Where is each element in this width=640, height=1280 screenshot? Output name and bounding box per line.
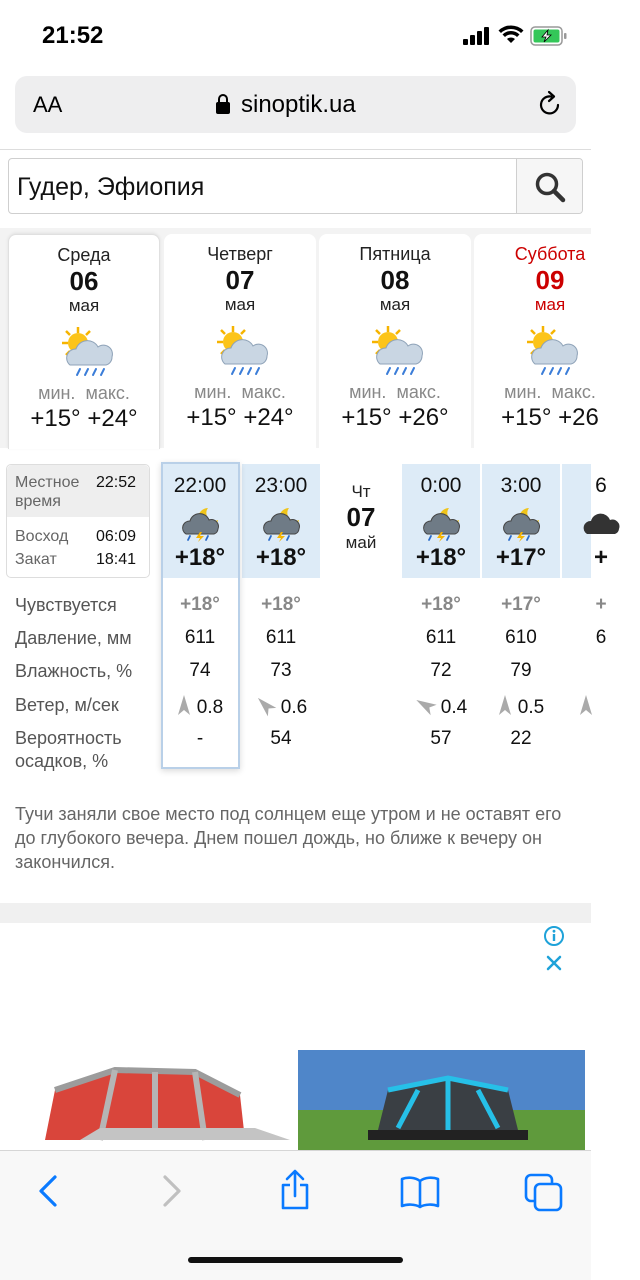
- day-tab-saturday[interactable]: [474, 234, 599, 449]
- wind-value: 0.4: [440, 697, 468, 718]
- hour-time: 22:00: [173, 474, 227, 497]
- lock-icon: [215, 93, 231, 115]
- hour-column[interactable]: [242, 464, 320, 578]
- minmax-temps: +15° +24°: [186, 404, 294, 431]
- day-month: мая: [224, 295, 256, 314]
- text-size-button[interactable]: AA: [33, 92, 63, 117]
- wind-cell: [242, 695, 320, 719]
- day-number: 07: [225, 265, 255, 295]
- tent-photo: [5, 1050, 292, 1150]
- status-bar: [0, 0, 591, 70]
- reload-icon[interactable]: [537, 90, 563, 118]
- ad-image-red-tent[interactable]: [5, 1050, 292, 1150]
- minmax-temps: +15° +24°: [30, 405, 138, 432]
- ad-image-blue-tent[interactable]: [298, 1050, 585, 1150]
- hour-temp: +18°: [174, 544, 226, 571]
- wifi-icon: [498, 25, 524, 45]
- wind-arrow-icon: [498, 695, 512, 715]
- hour-time: 23:00: [254, 474, 308, 497]
- local-time-label: Местное время: [15, 474, 80, 510]
- hour-time: 0:00: [420, 474, 462, 497]
- row-label-wind: Ветер, м/сек: [15, 695, 119, 715]
- search-button[interactable]: [516, 159, 582, 213]
- search-input[interactable]: Гудер, Эфиопия: [17, 173, 205, 201]
- hour-temp: +: [593, 544, 608, 571]
- hour-column[interactable]: [482, 464, 560, 578]
- minmax-labels: мин. макс.: [38, 383, 130, 403]
- humidity-value: 74: [189, 660, 211, 681]
- search-icon: [534, 171, 566, 203]
- humidity-value: 79: [510, 660, 532, 681]
- row-label-humidity: Влажность, %: [15, 661, 133, 681]
- day-name: Суббота: [514, 244, 586, 264]
- sunset-value: 18:41: [96, 551, 137, 568]
- day-name: Среда: [57, 245, 111, 265]
- hour-temp: +17°: [495, 544, 547, 571]
- day-tab-wednesday[interactable]: [8, 234, 160, 449]
- hour-time: 3:00: [500, 474, 542, 497]
- precip-value: 22: [510, 728, 532, 749]
- pressure-value: 6: [595, 627, 607, 648]
- ad-info[interactable]: [543, 925, 591, 979]
- day-tab-thursday[interactable]: [164, 234, 316, 449]
- sun-cloud-rain-icon: [364, 324, 428, 380]
- pressure-value: 610: [505, 627, 537, 648]
- local-time-box: [6, 464, 150, 578]
- tabs-icon[interactable]: [524, 1173, 564, 1213]
- pressure-value: 611: [184, 627, 216, 648]
- minmax-labels: мин. макс.: [504, 382, 596, 402]
- day-month: мая: [534, 295, 566, 314]
- home-indicator: [188, 1257, 403, 1263]
- city-search[interactable]: [8, 158, 583, 214]
- feels-value: +17°: [501, 594, 541, 615]
- weather-description: Тучи заняли свое место под солнцем еще утром и не оставят его до глубокого вечера. Днем пошел дождь, но ближе к вечеру он закончился.: [15, 804, 562, 872]
- hour-column[interactable]: [562, 464, 608, 578]
- close-icon[interactable]: [543, 952, 565, 974]
- tent-photo: [298, 1050, 585, 1150]
- wind-arrow-icon: [255, 695, 275, 715]
- humidity-value: 73: [270, 660, 292, 681]
- share-icon[interactable]: [278, 1169, 312, 1211]
- wind-value: 0.5: [517, 697, 545, 718]
- wind-value: 0.6: [280, 697, 308, 718]
- precip-value: -: [196, 728, 204, 749]
- day-name: Четверг: [207, 244, 273, 264]
- day-number: 09: [535, 265, 565, 295]
- bookmarks-icon[interactable]: [400, 1175, 440, 1209]
- moon-cloud-storm-icon: [419, 504, 465, 542]
- battery-charging-icon: [530, 26, 568, 46]
- date-marker-month: май: [345, 533, 377, 552]
- status-time: 21:52: [42, 22, 104, 49]
- humidity-value: 72: [430, 660, 452, 681]
- sunrise-label: Восход: [15, 528, 69, 545]
- sun-cloud-rain-icon: [54, 325, 118, 381]
- feels-value: +18°: [421, 594, 461, 615]
- row-label-feels: Чувствуется: [15, 595, 117, 615]
- hour-temp: +18°: [255, 544, 307, 571]
- day-month: мая: [68, 296, 100, 315]
- hour-column[interactable]: [402, 464, 480, 578]
- forward-icon: [160, 1173, 184, 1209]
- wind-arrow-icon: [177, 695, 191, 715]
- row-label-precip: Вероятность осадков, %: [15, 728, 122, 771]
- wind-cell: [161, 695, 239, 719]
- minmax-labels: мин. макс.: [349, 382, 441, 402]
- section-separator: [0, 903, 591, 923]
- sun-cloud-rain-icon: [209, 324, 273, 380]
- day-month: мая: [379, 295, 411, 314]
- wind-arrow-icon: [415, 695, 435, 715]
- minmax-temps: +15° +26°: [341, 404, 449, 431]
- address-bar[interactable]: [15, 76, 576, 133]
- wind-cell: [402, 695, 480, 719]
- minmax-labels: мин. макс.: [194, 382, 286, 402]
- feels-value: +18°: [180, 594, 220, 615]
- feels-value: +18°: [261, 594, 301, 615]
- wind-cell: [482, 695, 560, 719]
- sunset-label: Закат: [15, 551, 57, 568]
- feels-value: +: [595, 594, 607, 615]
- moon-cloud-storm-icon: [579, 504, 625, 542]
- sun-cloud-rain-icon: [519, 324, 583, 380]
- row-label-pressure: Давление, мм: [15, 628, 132, 648]
- day-name: Пятница: [359, 244, 431, 264]
- divider: [0, 149, 591, 150]
- url-text[interactable]: sinoptik.ua: [241, 91, 356, 118]
- pressure-value: 611: [265, 627, 297, 648]
- minmax-temps: +15° +26: [501, 404, 599, 431]
- precip-value: 57: [430, 728, 452, 749]
- moon-cloud-storm-icon: [499, 504, 545, 542]
- wind-arrow-icon: [579, 695, 593, 715]
- date-marker: [322, 482, 400, 553]
- back-icon[interactable]: [36, 1173, 60, 1209]
- hour-column-clipped: [562, 590, 607, 760]
- info-icon[interactable]: [543, 925, 565, 947]
- hour-time: 6: [595, 474, 607, 497]
- day-tab-friday[interactable]: [319, 234, 471, 449]
- date-marker-num: 07: [346, 502, 376, 532]
- sunrise-value: 06:09: [96, 528, 137, 545]
- moon-cloud-storm-icon: [259, 504, 305, 542]
- date-marker-day: Чт: [351, 482, 371, 501]
- hour-temp: +18°: [415, 544, 467, 571]
- pressure-value: 611: [425, 627, 457, 648]
- day-number: 08: [380, 265, 410, 295]
- precip-value: 54: [270, 728, 292, 749]
- wind-value: 0.8: [196, 697, 224, 718]
- signal-icon: [463, 27, 491, 45]
- day-number: 06: [69, 266, 99, 296]
- local-time-value: 22:52: [96, 474, 137, 491]
